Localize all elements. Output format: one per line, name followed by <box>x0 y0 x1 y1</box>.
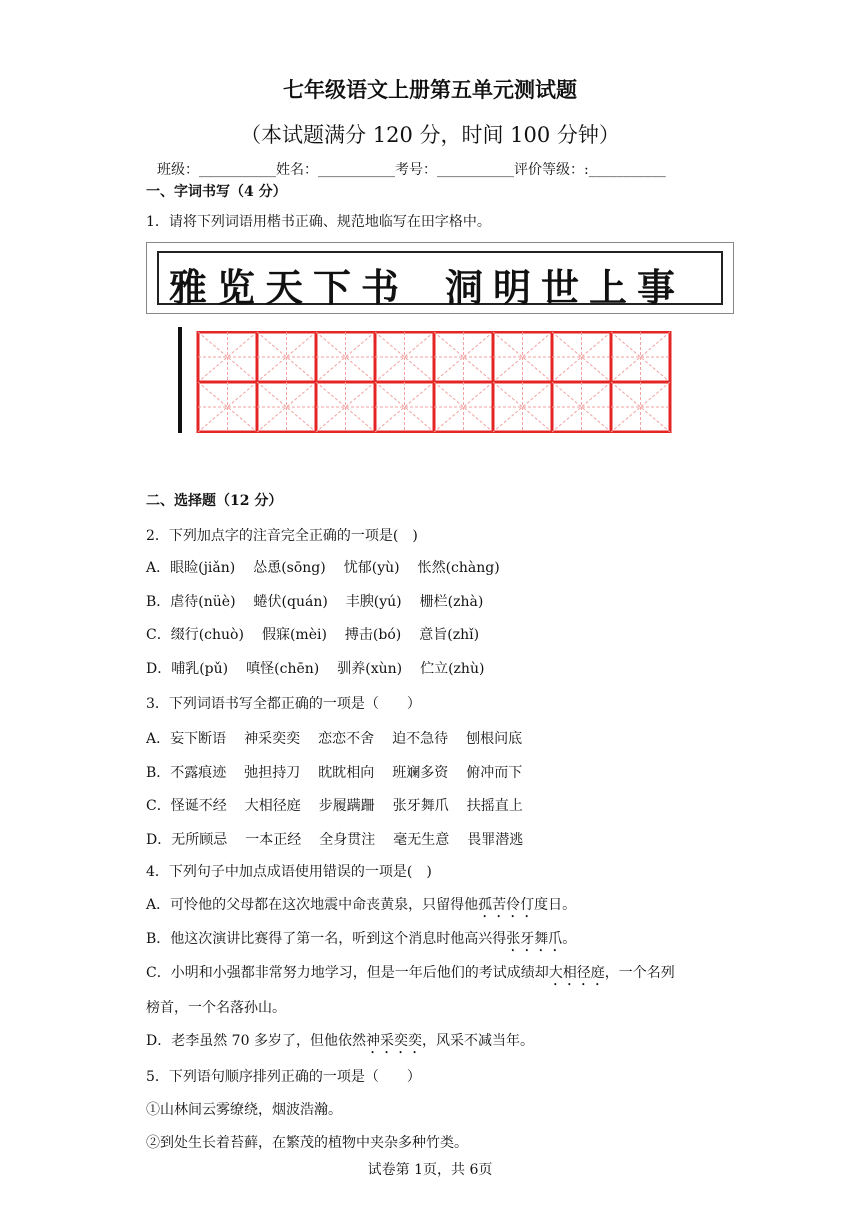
q3a-4: 迫不急待 <box>392 731 449 747</box>
grid-margin-bar <box>178 327 182 433</box>
tianzige-cell <box>493 332 552 382</box>
tianzige-grid <box>178 327 674 433</box>
calligraphy-text-left: 雅览天下书 <box>169 265 410 310</box>
page-footer: 试卷第 1页，共 6页 <box>367 1162 493 1178</box>
q4a-text: A．可怜他的父母都在这次地震中命丧黄泉，只留得他 <box>146 897 479 913</box>
section2-heading: 二、选择题（12 分） <box>146 493 283 509</box>
tianzige-cell <box>552 382 611 432</box>
q3c-5: 扶摇直上 <box>466 798 523 814</box>
q4-option-c[interactable] <box>146 962 675 989</box>
q3b-1: B．不露痕迹 <box>146 765 227 781</box>
question-5: 5．下列语句顺序排列正确的一项是（ ） <box>146 1069 421 1085</box>
q4a-idiom: 孤苦伶仃 <box>478 897 535 913</box>
q4b-idiom: 张牙舞爪 <box>506 931 563 947</box>
calligraphy-model <box>146 242 734 314</box>
question-1: 1．请将下列词语用楷书正确、规范地临写在田字格中。 <box>146 214 491 230</box>
q4-option-c-line2: 榜首，一个名落孙山。 <box>146 1000 286 1016</box>
tianzige-cells <box>196 331 674 433</box>
q3d-3: 全身贯注 <box>319 832 376 848</box>
q2-option-b[interactable] <box>146 591 501 611</box>
q2d-4: 伫立(zhù) <box>420 661 485 677</box>
tianzige-cell <box>375 332 434 382</box>
tianzige-cell <box>316 332 375 382</box>
q3c-4: 张牙舞爪 <box>392 798 449 814</box>
q2-option-d[interactable] <box>146 658 502 678</box>
tianzige-cell <box>198 382 257 432</box>
q3-option-a[interactable] <box>146 728 540 748</box>
q3-option-c[interactable] <box>146 795 541 815</box>
tianzige-cell <box>611 382 670 432</box>
q3a-2: 神采奕奕 <box>244 731 301 747</box>
q4c-idiom: 大相径庭 <box>548 965 605 981</box>
q3-option-d[interactable] <box>146 829 541 849</box>
page-title: 七年级语文上册第五单元测试题 <box>283 77 577 102</box>
q3b-4: 班斓多资 <box>392 765 449 781</box>
q4d-text: D．老李虽然 70 多岁了，但他依然 <box>146 1033 366 1049</box>
q3d-1: D．无所顾忌 <box>146 832 228 848</box>
q2-option-a[interactable] <box>146 557 518 577</box>
tianzige-cell <box>493 382 552 432</box>
question-2: 2．下列加点字的注音完全正确的一项是( ) <box>146 528 418 544</box>
q4d-idiom: 神采奕奕 <box>365 1033 422 1049</box>
q3a-3: 恋恋不舍 <box>318 731 375 747</box>
tianzige-cell <box>257 382 316 432</box>
q2c-2: 假寐(mèi) <box>261 627 327 643</box>
q4b-text: B．他这次演讲比赛得了第一名，听到这个消息时他高兴得 <box>146 931 507 947</box>
q3c-2: 大相径庭 <box>244 798 301 814</box>
q2d-2: 嗔怪(chēn) <box>246 661 320 677</box>
section1-heading: 一、字词书写（4 分） <box>146 184 287 200</box>
q2a-1: A．眼睑(jiǎn) <box>146 560 236 576</box>
question-4: 4．下列句子中加点成语使用错误的一项是( ) <box>146 864 432 880</box>
q3a-1: A．妄下断语 <box>146 731 227 747</box>
q4-option-d[interactable] <box>146 1030 534 1057</box>
q2c-3: 搏击(bó) <box>344 627 402 643</box>
q4b-tail: 。 <box>562 931 577 947</box>
q2b-1: B．虐待(nüè) <box>146 594 236 610</box>
tianzige-cell <box>257 332 316 382</box>
q3b-2: 弛担持刀 <box>244 765 301 781</box>
q3d-5: 畏罪潜逃 <box>467 832 524 848</box>
q4a-tail: 度日。 <box>534 897 577 913</box>
tianzige-cell <box>434 332 493 382</box>
tianzige-cell <box>434 382 493 432</box>
q5-sentence-1: ①山林间云雾缭绕，烟波浩瀚。 <box>146 1102 342 1118</box>
q4c-text: C．小明和小强都非常努力地学习，但是一年后他们的考试成绩却 <box>146 965 549 981</box>
page-subtitle: （本试题满分 120 分，时间 100 分钟） <box>240 123 620 147</box>
q4-option-a[interactable] <box>146 894 576 921</box>
q3d-4: 毫无生意 <box>393 832 450 848</box>
tianzige-cell <box>611 332 670 382</box>
q2a-3: 忧郁(yù) <box>343 560 400 576</box>
q2b-4: 栅栏(zhà) <box>419 594 484 610</box>
q2c-4: 意旨(zhǐ) <box>419 627 480 643</box>
tianzige-cell <box>316 382 375 432</box>
q2d-3: 驯养(xùn) <box>337 661 403 677</box>
q2d-1: D．哺乳(pǔ) <box>146 661 229 677</box>
q4d-tail: ，风采不减当年。 <box>421 1033 534 1049</box>
q3b-3: 眈眈相向 <box>318 765 375 781</box>
q2b-2: 蜷伏(quán) <box>253 594 328 610</box>
student-info-line: 班级：___________姓名：___________考号：___________评价等级：:___________ <box>157 162 666 178</box>
q3b-5: 俯冲而下 <box>466 765 523 781</box>
q2a-2: 怂恿(sōng) <box>253 560 326 576</box>
q2c-1: C．缀行(chuò) <box>146 627 244 643</box>
tianzige-cell <box>198 332 257 382</box>
q3c-1: C．怪诞不经 <box>146 798 227 814</box>
q4-option-b[interactable] <box>146 928 576 955</box>
q3c-3: 步履蹒跚 <box>318 798 375 814</box>
q3-option-b[interactable] <box>146 762 540 782</box>
tianzige-cell <box>552 332 611 382</box>
tianzige-cell <box>375 382 434 432</box>
q2b-3: 丰腴(yú) <box>345 594 402 610</box>
q5-sentence-2: ②到处生长着苔藓，在繁茂的植物中夹杂多种竹类。 <box>146 1135 468 1151</box>
q2a-4: 怅然(chàng) <box>417 560 500 576</box>
q4c-tail: ，一个名列 <box>604 965 675 981</box>
q2-option-c[interactable] <box>146 624 497 644</box>
q3d-2: 一本正经 <box>245 832 302 848</box>
calligraphy-frame <box>157 251 723 310</box>
calligraphy-text-right: 洞明世上事 <box>445 265 686 310</box>
question-3: 3．下列词语书写全都正确的一项是（ ） <box>146 696 421 712</box>
q3a-5: 刨根问底 <box>466 731 523 747</box>
